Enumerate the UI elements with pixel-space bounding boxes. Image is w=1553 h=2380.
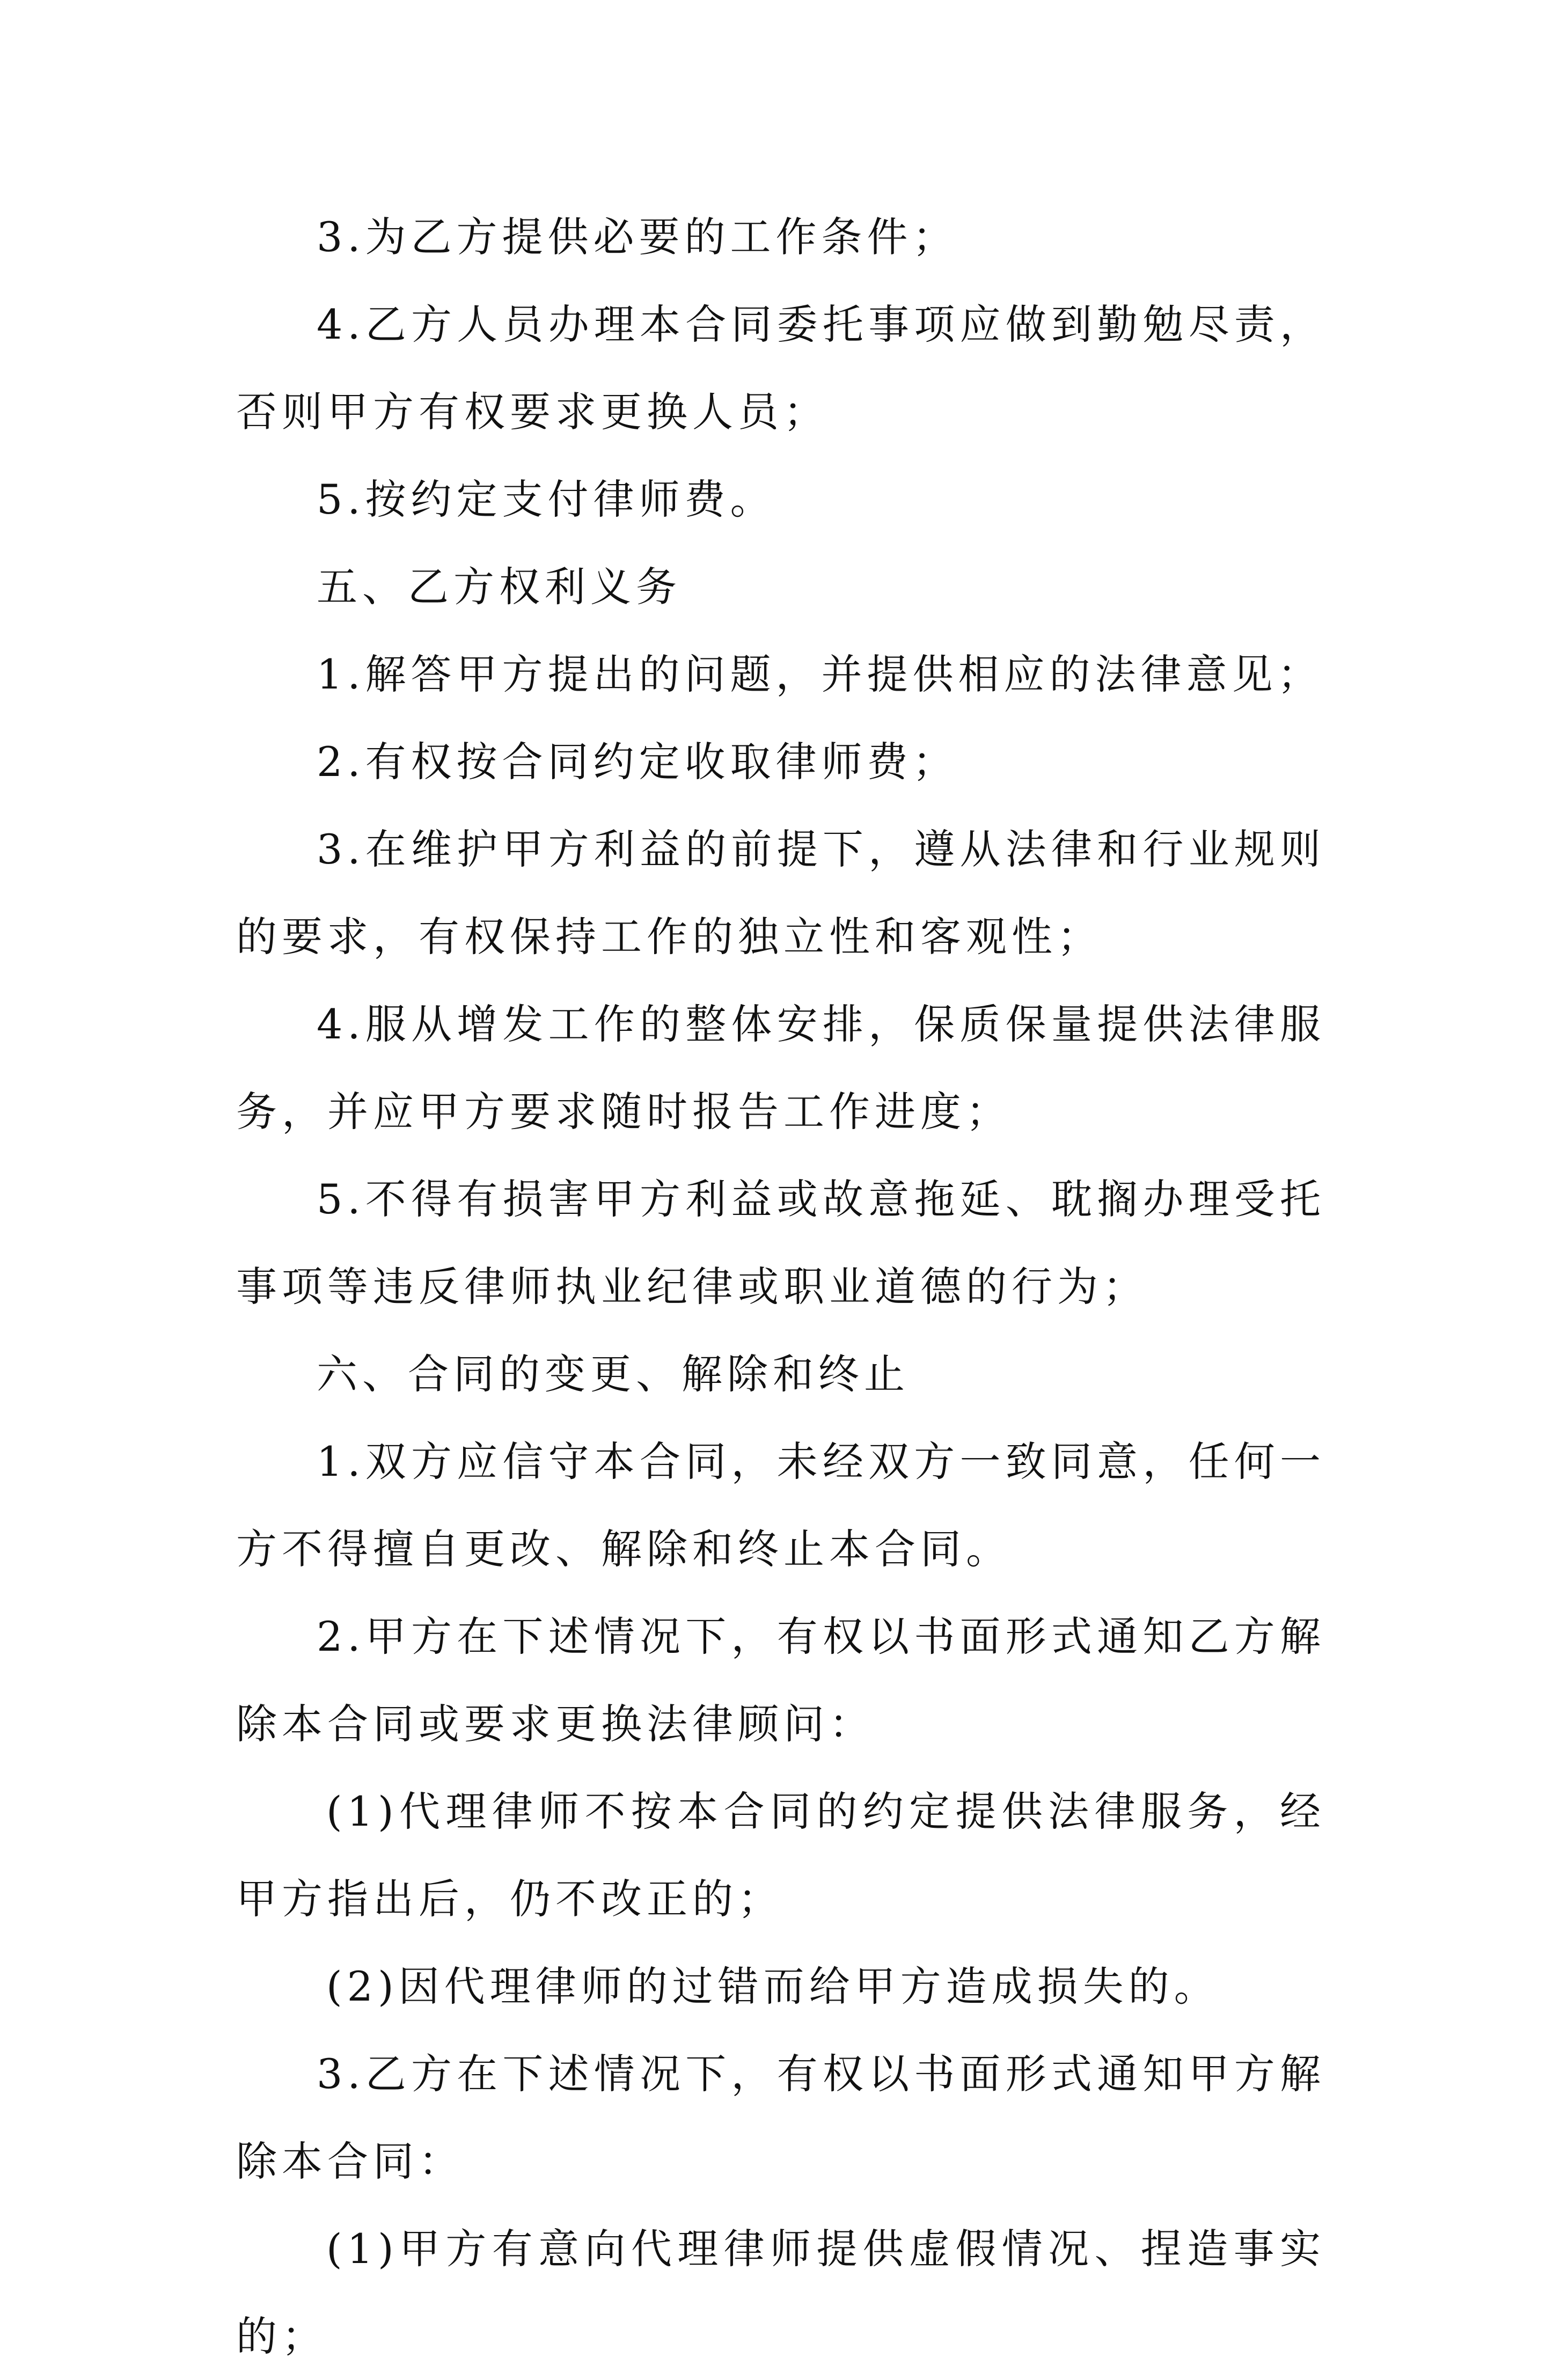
sub-paragraph: (1)代理律师不按本合同的约定提供法律服务，经甲方指出后，仍不改正的； xyxy=(236,1788,1325,1923)
paragraph: 1.双方应信守本合同，未经双方一致同意，任何一方不得擅自更改、解除和终止本合同。 xyxy=(236,1438,1325,1573)
section-heading: 六、合同的变更、解除和终止 xyxy=(317,1350,910,1398)
paragraph: 4.乙方人员办理本合同委托事项应做到勤勉尽责，否则甲方有权要求更换人员； xyxy=(236,301,1325,436)
paragraph: 2.有权按合同约定收取律师费； xyxy=(317,738,958,786)
sub-paragraph: (2)因代理律师的过错而给甲方造成损失的。 xyxy=(326,1962,1220,2010)
paragraph: 2.甲方在下述情况下，有权以书面形式通知乙方解除本合同或要求更换法律顾问： xyxy=(236,1613,1325,1748)
paragraph: 3.在维护甲方利益的前提下，遵从法律和行业规则的要求，有权保持工作的独立性和客观性； xyxy=(236,825,1325,961)
paragraph: 3.为乙方提供必要的工作条件； xyxy=(317,213,958,261)
paragraph: 3.乙方在下述情况下，有权以书面形式通知甲方解除本合同： xyxy=(236,2050,1325,2185)
paragraph: 1.解答甲方提出的问题，并提供相应的法律意见； xyxy=(317,650,1323,698)
paragraph: 5.不得有损害甲方利益或故意拖延、耽搁办理受托事项等违反律师执业纪律或职业道德的行为； xyxy=(236,1175,1325,1310)
document-body xyxy=(236,193,1325,2380)
section-heading: 五、乙方权利义务 xyxy=(317,563,682,611)
paragraph: 4.服从增发工作的整体安排，保质保量提供法律服务，并应甲方要求随时报告工作进度； xyxy=(236,1000,1325,1136)
paragraph: 5.按约定支付律师费。 xyxy=(317,475,776,523)
sub-paragraph: (1)甲方有意向代理律师提供虚假情况、捏造事实的； xyxy=(236,2225,1325,2360)
